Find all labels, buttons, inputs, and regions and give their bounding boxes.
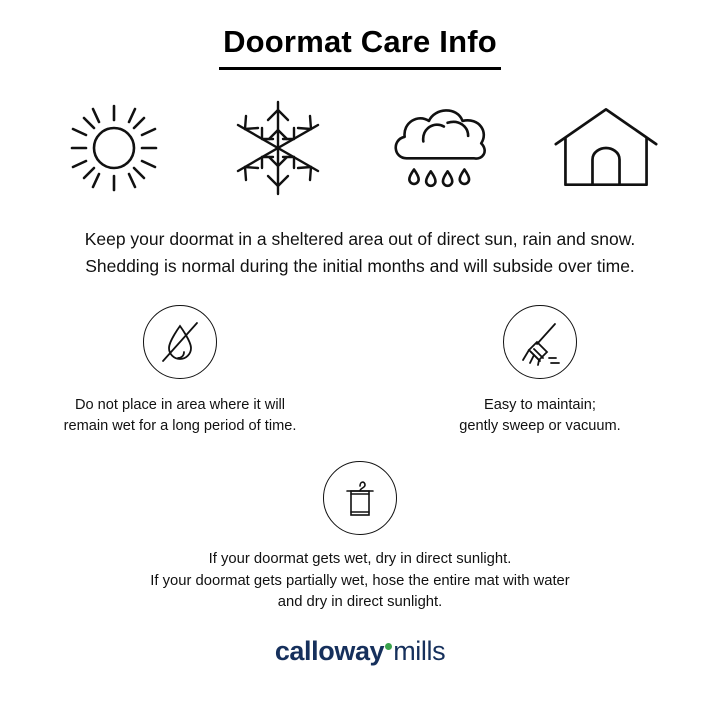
care-tip-no-water	[0, 305, 360, 436]
caption-line-2: remain wet for a long period of time.	[63, 417, 297, 434]
sun-icon	[58, 96, 170, 200]
intro-line-2: Shedding is normal during the initial months and will subside over time.	[85, 255, 635, 276]
weather-icon-row	[0, 96, 720, 200]
caption-line-1: Easy to maintain;	[484, 397, 596, 414]
hang-dry-icon	[323, 461, 397, 535]
snowflake-icon	[222, 96, 334, 200]
logo-text-secondary: mills	[393, 636, 446, 667]
title-container	[0, 0, 720, 70]
caption-line-1: Do not place in area where it will	[74, 397, 286, 414]
care-tip-sweep-caption	[459, 395, 620, 436]
care-tip-sweep	[360, 305, 720, 436]
care-tip-no-water-caption	[64, 395, 297, 436]
brand-logo	[0, 636, 720, 667]
caption-line-2: If your doormat gets partially wet, hose the entire mat with water	[150, 572, 570, 589]
care-tip-dry	[0, 461, 720, 615]
rain-cloud-icon	[386, 96, 498, 200]
logo-dot-icon	[385, 643, 392, 650]
care-tips-row	[0, 305, 720, 436]
caption-line-1: If your doormat gets wet, dry in direct sunlight.	[208, 550, 512, 567]
intro-line-1: Keep your doormat in a sheltered area out of direct sun, rain and snow.	[84, 229, 636, 249]
no-water-icon	[143, 305, 217, 379]
intro-paragraph	[0, 226, 720, 279]
broom-icon	[503, 305, 577, 379]
caption-line-3: and dry in direct sunlight.	[277, 594, 443, 611]
page-title: Doormat Care Info	[219, 24, 501, 70]
caption-line-2: gently sweep or vacuum.	[459, 417, 621, 434]
care-tip-dry-caption	[150, 549, 569, 615]
house-icon	[550, 96, 662, 200]
logo-text-primary: calloway	[274, 636, 385, 667]
